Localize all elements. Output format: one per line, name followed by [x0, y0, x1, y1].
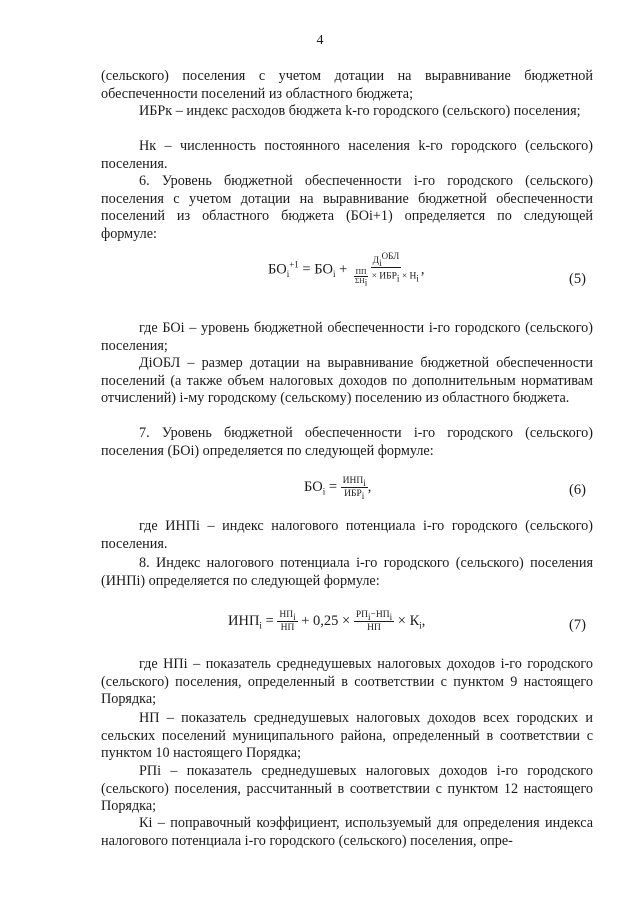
- formula-5-number: (5): [569, 271, 586, 287]
- formula-7-number: (7): [569, 617, 586, 633]
- paragraph-inp-definition: где ИНПi – индекс налогового потенциала i-го городского (сельского) поселения.: [101, 518, 593, 552]
- paragraph-ibr-definition: ИБРк – индекс расходов бюджета k-го городского (сельского) поселения;: [139, 103, 581, 119]
- paragraph-item-6: 6. Уровень бюджетной обеспеченности i-го городского (сельского) поселения с учетом дотации на выравнивание бюджетной обеспеченности поселений из областного бюджета (БОi+1) определяется по следующей формуле:: [101, 173, 593, 242]
- formula-5: $БО_i^{+1} = БО_i$ + $Д_i^{ОБЛ}$ $\frac{ПП}{\Sigma Н_i}$ × $ИБР_i \times Н_i$ ,: [268, 250, 425, 288]
- paragraph-bo-definition: где БОi – уровень бюджетной обеспеченности i-го городского (сельского) поселения;: [101, 320, 593, 354]
- formula-6-number: (6): [569, 482, 586, 498]
- formula-6: $БО_i$ = $\frac{ИНП_i}{ИБР_i}$ ,: [304, 476, 372, 501]
- formula-5-fraction: $Д_i^{ОБЛ}$ $\frac{ПП}{\Sigma Н_i}$ × $ИБР_i \times Н_i$: [354, 250, 419, 288]
- paragraph-item-8: 8. Индекс налогового потенциала i-го городского (сельского) поселения (ИНПi) определяется по следующей формуле:: [101, 555, 593, 589]
- formula-7-fraction-2: $\frac{РП_i-НП_i}{НП}$: [355, 610, 393, 633]
- paragraph-1: (сельского) поселения с учетом дотации на выравнивание бюджетной обеспеченности поселений из областного бюджета;: [101, 68, 593, 102]
- paragraph-rp-definition: РПi – показатель среднедушевых налоговых доходов i-го городского (сельского) поселения, рассчитанный в соответствии с пунктом 12 настоящего Порядка;: [101, 763, 593, 814]
- paragraph-np-definition: НП – показатель среднедушевых налоговых доходов всех городских и сельских поселений муниципального района, определенный в соответствии с пунктом 10 настоящего Порядка;: [101, 710, 593, 761]
- formula-6-fraction: $\frac{ИНП_i}{ИБР_i}$: [342, 476, 366, 501]
- page-number: 4: [316, 33, 324, 48]
- formula-7-fraction-1: $\frac{НП_i}{НП}$: [279, 610, 296, 633]
- paragraph-dotation-definition: ДiОБЛ – размер дотации на выравнивание бюджетной обеспеченности поселений (а также объем налоговых доходов по дополнительным нормативам отчислений) i-му городскому (сельскому) поселению из областного бюджета.: [101, 355, 593, 406]
- paragraph-k-definition: Кi – поправочный коэффициент, используемый для определения индекса налогового потенциала i-го городского (сельского) поселения, опре-: [101, 815, 593, 849]
- paragraph-population-definition: Нк – численность постоянного населения k-го городского (сельского) поселения.: [101, 138, 593, 172]
- paragraph-item-7: 7. Уровень бюджетной обеспеченности i-го городского (сельского) поселения (БОi) определяется по следующей формуле:: [101, 425, 593, 459]
- formula-7: $ИНП_i$ = $\frac{НП_i}{НП}$ + 0,25 × $\frac{РП_i-НП_i}{НП}$ × $К_i$,: [228, 610, 426, 633]
- paragraph-np-i-definition: где НПi – показатель среднедушевых налоговых доходов i-го городского (сельского) поселения, определенный в соответствии с пунктом 9 настоящего Порядка;: [101, 656, 593, 707]
